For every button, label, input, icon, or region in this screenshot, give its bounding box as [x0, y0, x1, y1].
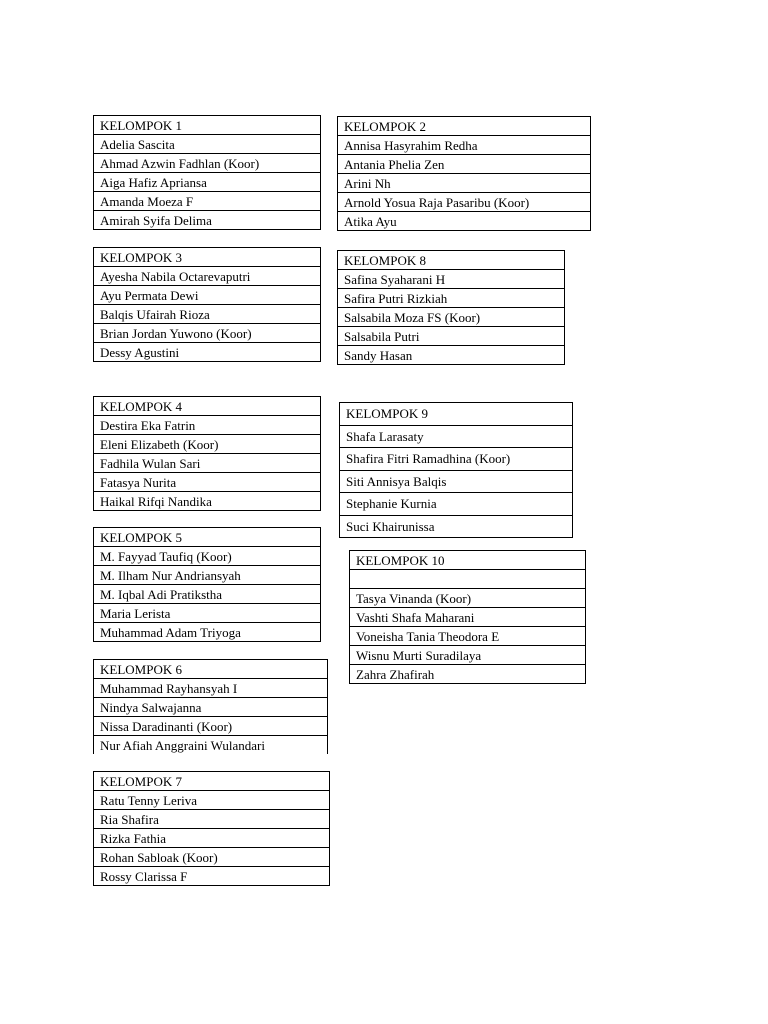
group-title: KELOMPOK 8	[338, 251, 565, 270]
group-title: KELOMPOK 7	[94, 772, 330, 791]
member-cell: Siti Annisya Balqis	[340, 470, 573, 493]
group-table-7	[93, 771, 330, 886]
member-cell: Arini Nh	[338, 174, 591, 193]
group-table-6	[93, 659, 328, 754]
member-cell: Haikal Rifqi Nandika	[94, 492, 321, 511]
member-cell: M. Fayyad Taufiq (Koor)	[94, 547, 321, 566]
member-cell: Maria Lerista	[94, 604, 321, 623]
group-title: KELOMPOK 5	[94, 528, 321, 547]
group-title: KELOMPOK 6	[94, 660, 328, 679]
member-cell: M. Ilham Nur Andriansyah	[94, 566, 321, 585]
member-cell: Arnold Yosua Raja Pasaribu (Koor)	[338, 193, 591, 212]
member-cell: Salsabila Moza FS (Koor)	[338, 308, 565, 327]
member-cell: Eleni Elizabeth (Koor)	[94, 435, 321, 454]
member-cell: Rizka Fathia	[94, 829, 330, 848]
group-table-8	[337, 250, 565, 365]
member-cell: Stephanie Kurnia	[340, 493, 573, 516]
member-cell: Ahmad Azwin Fadhlan (Koor)	[94, 154, 321, 173]
member-cell: Muhammad Rayhansyah I	[94, 679, 328, 698]
member-cell: Aiga Hafiz Apriansa	[94, 173, 321, 192]
member-cell: Sandy Hasan	[338, 346, 565, 365]
member-cell: Destira Eka Fatrin	[94, 416, 321, 435]
member-cell: Zahra Zhafirah	[350, 665, 586, 684]
member-cell: M. Iqbal Adi Pratikstha	[94, 585, 321, 604]
member-cell: Ria Shafira	[94, 810, 330, 829]
member-cell: Shafira Fitri Ramadhina (Koor)	[340, 448, 573, 471]
member-cell: Ratu Tenny Leriva	[94, 791, 330, 810]
member-cell: Voneisha Tania Theodora E	[350, 627, 586, 646]
member-cell: Rossy Clarissa F	[94, 867, 330, 886]
member-cell: Vashti Shafa Maharani	[350, 608, 586, 627]
member-cell: Tasya Vinanda (Koor)	[350, 589, 586, 608]
group-title: KELOMPOK 3	[94, 248, 321, 267]
member-cell: Antania Phelia Zen	[338, 155, 591, 174]
group-title: KELOMPOK 2	[338, 117, 591, 136]
member-cell: Amirah Syifa Delima	[94, 211, 321, 230]
member-cell: Rohan Sabloak (Koor)	[94, 848, 330, 867]
member-cell: Nissa Daradinanti (Koor)	[94, 717, 328, 736]
member-cell: Nur Afiah Anggraini Wulandari	[94, 736, 328, 755]
member-cell: Safira Putri Rizkiah	[338, 289, 565, 308]
group-title: KELOMPOK 4	[94, 397, 321, 416]
member-cell: Shafa Larasaty	[340, 425, 573, 448]
member-cell: Ayu Permata Dewi	[94, 286, 321, 305]
group-table-10	[349, 550, 586, 684]
group-title: KELOMPOK 10	[350, 551, 586, 570]
member-cell: Atika Ayu	[338, 212, 591, 231]
member-cell: Nindya Salwajanna	[94, 698, 328, 717]
group-table-4	[93, 396, 321, 511]
group-table-3	[93, 247, 321, 362]
group-table-1	[93, 115, 321, 230]
group-title: KELOMPOK 1	[94, 116, 321, 135]
member-cell: Suci Khairunissa	[340, 515, 573, 538]
member-cell: Annisa Hasyrahim Redha	[338, 136, 591, 155]
member-cell: Dessy Agustini	[94, 343, 321, 362]
group-table-9	[339, 402, 573, 538]
member-cell: Brian Jordan Yuwono (Koor)	[94, 324, 321, 343]
member-cell: Fadhila Wulan Sari	[94, 454, 321, 473]
member-cell: Salsabila Putri	[338, 327, 565, 346]
member-cell: Safina Syaharani H	[338, 270, 565, 289]
group-table-5	[93, 527, 321, 642]
member-cell: Wisnu Murti Suradilaya	[350, 646, 586, 665]
member-cell: Muhammad Adam Triyoga	[94, 623, 321, 642]
member-cell	[350, 570, 586, 589]
member-cell: Adelia Sascita	[94, 135, 321, 154]
group-title: KELOMPOK 9	[340, 403, 573, 426]
member-cell: Ayesha Nabila Octarevaputri	[94, 267, 321, 286]
group-table-2	[337, 116, 591, 231]
member-cell: Amanda Moeza F	[94, 192, 321, 211]
member-cell: Balqis Ufairah Rioza	[94, 305, 321, 324]
member-cell: Fatasya Nurita	[94, 473, 321, 492]
